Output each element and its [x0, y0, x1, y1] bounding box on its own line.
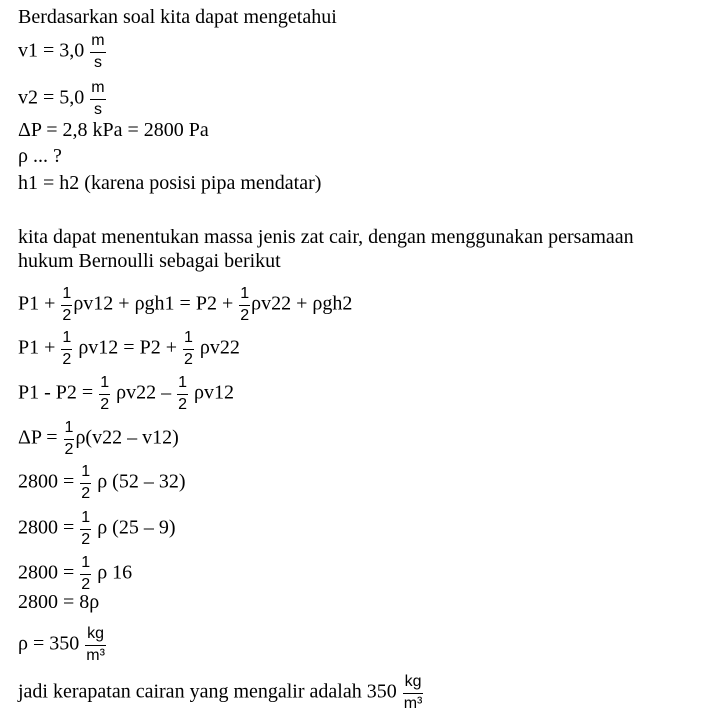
v2-value: v2 = 5,0 — [18, 86, 85, 109]
fraction-denominator: 2 — [178, 396, 187, 413]
conclusion-line — [18, 674, 424, 712]
eq7-part-b: ρ 16 — [97, 561, 133, 584]
eq2-part-b: ρv12 = P2 + — [78, 336, 177, 359]
fraction-numerator: 1 — [99, 375, 110, 395]
fraction-numerator: 1 — [61, 286, 72, 306]
half-fraction — [61, 286, 72, 324]
unit-numerator: m — [90, 33, 105, 53]
unit-denominator: s — [93, 101, 102, 118]
pressure-diff-line: ΔP = 2,8 kPa = 2800 Pa — [18, 119, 209, 141]
unit-denominator: m³ — [86, 647, 105, 664]
fraction-denominator: 2 — [240, 307, 250, 324]
equation-3 — [18, 375, 234, 413]
eq4-part-a: ΔP = — [18, 426, 58, 449]
conclusion-text: jadi kerapatan cairan yang mengalir adalah 350 — [18, 680, 397, 703]
fraction-denominator: 2 — [183, 351, 193, 368]
fraction-denominator: 2 — [81, 576, 91, 593]
explanation-line-1: kita dapat menentukan massa jenis zat cair, dengan menggunakan persamaan — [18, 226, 634, 248]
equation-9 — [18, 626, 107, 664]
eq1-part-a: P1 + — [18, 292, 56, 315]
v1-value: v1 = 3,0 — [18, 39, 85, 62]
fraction-denominator: 2 — [62, 307, 72, 324]
equation-4 — [18, 420, 179, 458]
eq6-part-a: 2800 = — [18, 516, 75, 539]
fraction-numerator: 1 — [80, 510, 91, 530]
rho-unknown-line: ρ ... ? — [18, 145, 62, 167]
eq7-part-a: 2800 = — [18, 561, 75, 584]
fraction-denominator: 2 — [100, 396, 110, 413]
fraction-denominator: 2 — [81, 485, 91, 502]
fraction-denominator: 2 — [81, 531, 91, 548]
unit-numerator: m — [90, 80, 105, 100]
eq3-part-b: ρv22 – — [116, 381, 172, 404]
eq6-part-b: ρ (25 – 9) — [97, 516, 176, 539]
half-fraction — [177, 375, 188, 413]
equation-8: 2800 = 8ρ — [18, 591, 100, 613]
half-fraction — [183, 330, 194, 368]
intro-text: Berdasarkan soal kita dapat mengetahui — [18, 6, 337, 28]
fraction-numerator: 1 — [183, 330, 194, 350]
fraction-numerator: 1 — [239, 286, 250, 306]
half-fraction — [99, 375, 110, 413]
eq3-part-c: ρv12 — [193, 381, 234, 404]
unit-ms-fraction — [90, 33, 105, 71]
eq3-part-a: P1 - P2 = — [18, 381, 94, 404]
eq5-part-b: ρ (52 – 32) — [97, 470, 186, 493]
fraction-denominator: 2 — [64, 441, 74, 458]
unit-kg-per-m3-fraction — [85, 626, 106, 664]
eq5-part-a: 2800 = — [18, 470, 75, 493]
half-fraction — [80, 464, 91, 502]
unit-numerator: kg — [85, 626, 106, 646]
equation-6 — [18, 510, 176, 548]
eq4-part-b: ρ(v22 – v12) — [75, 426, 179, 449]
equation-7 — [18, 555, 132, 593]
v2-line — [18, 80, 107, 118]
eq2-part-a: P1 + — [18, 336, 56, 359]
unit-denominator: m³ — [403, 695, 423, 712]
fraction-numerator: 1 — [61, 330, 72, 350]
unit-kg-per-m3-fraction — [403, 674, 424, 712]
equation-5 — [18, 464, 186, 502]
unit-denominator: s — [93, 54, 102, 71]
half-fraction — [80, 555, 91, 593]
v1-line — [18, 33, 107, 71]
height-line: h1 = h2 (karena posisi pipa mendatar) — [18, 172, 322, 194]
half-fraction — [61, 330, 72, 368]
eq1-part-b: ρv12 + ρgh1 = P2 + — [73, 292, 234, 315]
fraction-numerator: 1 — [80, 555, 91, 575]
fraction-numerator: 1 — [80, 464, 91, 484]
unit-numerator: kg — [403, 674, 424, 694]
eq1-part-c: ρv22 + ρgh2 — [251, 292, 353, 315]
equation-1 — [18, 286, 352, 324]
half-fraction — [239, 286, 250, 324]
fraction-numerator: 1 — [64, 420, 75, 440]
half-fraction — [80, 510, 91, 548]
half-fraction — [64, 420, 75, 458]
fraction-denominator: 2 — [62, 351, 72, 368]
eq9-part-a: ρ = 350 — [18, 632, 80, 655]
unit-ms-fraction — [90, 80, 105, 118]
fraction-numerator: 1 — [177, 375, 188, 395]
eq2-part-c: ρv22 — [199, 336, 240, 359]
equation-2 — [18, 330, 240, 368]
explanation-line-2: hukum Bernoulli sebagai berikut — [18, 250, 281, 272]
